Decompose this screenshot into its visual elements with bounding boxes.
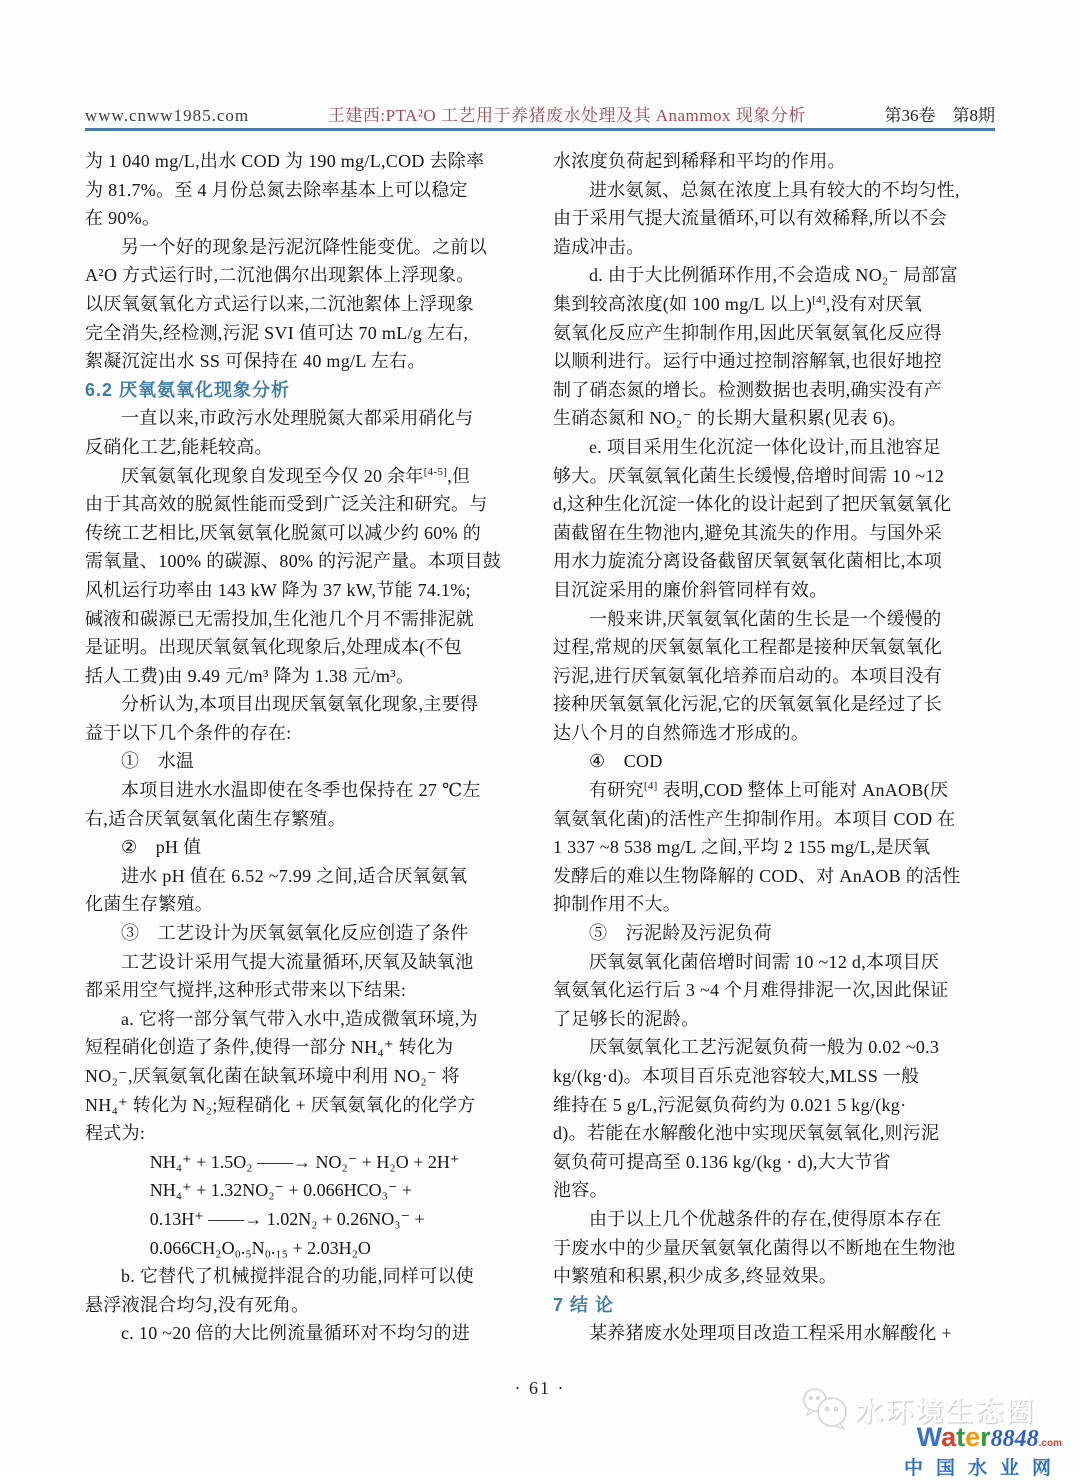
- header-site-url: www.cnww1985.com: [85, 106, 250, 125]
- brand-letter: a: [941, 1422, 957, 1452]
- text-line: c. 10 ~20 倍的大比例流量循环对不均匀的进: [121, 1323, 471, 1344]
- text-line: 是证明。出现厌氧氨氧化现象后,处理成本(不包: [85, 637, 463, 658]
- text-line: e. 项目采用生化沉淀一体化设计,而且池容足: [589, 436, 942, 457]
- text-line: 分析认为,本项目出现厌氧氨氧化现象,主要得: [121, 694, 479, 715]
- text-line: 进水氨氮、总氮在浓度上具有较大的不均匀性,: [589, 179, 960, 200]
- watermark-subtitle: 中国水业网: [903, 1458, 1064, 1479]
- text-line: 碱液和碳源已无需投加,生化池几个月不需排泥就: [85, 608, 475, 629]
- text-line: 集到较高浓度(如 100 mg/L 以上)[4],没有对厌氧: [553, 293, 923, 314]
- brand-domain: .com: [1038, 1438, 1062, 1449]
- text-line: 过程,常规的厌氧氨氧化工程都是接种厌氧氨氧化: [553, 637, 943, 658]
- text-line: 为 1 040 mg/L,出水 COD 为 190 mg/L,COD 去除率: [85, 151, 485, 171]
- text-line: 生硝态氮和 NO₂⁻ 的长期大量积累(见表 6)。: [553, 408, 907, 429]
- text-line: 有研究[4] 表明,COD 整体上可能对 AnAOB(厌: [589, 780, 949, 801]
- text-line: 工艺设计采用气提大流量循环,厌氧及缺氧池: [121, 951, 474, 972]
- text-line: d)。若能在水解酸化池中实现厌氧氨氧化,则污泥: [553, 1123, 940, 1144]
- text-line: NH₄⁺ 转化为 N₂;短程硝化 + 厌氧氨氧化的化学方: [85, 1094, 476, 1115]
- text-line: A²O 方式运行时,二沉池偶尔出现絮体上浮现象。: [85, 265, 475, 286]
- text-line: 池容。: [553, 1180, 608, 1201]
- text-line: 菌截留在生物池内,避免其流失的作用。与国外采: [553, 522, 943, 543]
- text-line: b. 它替代了机械搅拌混合的功能,同样可以使: [121, 1266, 475, 1287]
- watermark-circle-name: 水环境生态圈: [856, 1396, 1036, 1427]
- text-line: 达八个月的自然筛选才形成的。: [553, 722, 810, 743]
- text-line: 用水力旋流分离设备截留厌氧氨氧化菌相比,本项: [553, 551, 943, 572]
- right-column: [553, 147, 1005, 1348]
- header-divider-rule: [85, 128, 995, 131]
- text-line: 0.13H⁺ ——→ 1.02N₂ + 0.26NO₃⁻ +: [149, 1208, 425, 1229]
- text-line: 氨负荷可提高至 0.136 kg/(kg · d),大大节省: [553, 1151, 891, 1172]
- header-article-title: 王建西:PTA²O 工艺用于养猪废水处理及其 Anammox 现象分析: [327, 106, 806, 125]
- text-line: 氧氨氧化运行后 3 ~4 个月难得排泥一次,因此保证: [553, 980, 949, 1001]
- text-line: 在 90%。: [85, 208, 161, 229]
- page-number: · 61 ·: [514, 1378, 566, 1398]
- text-line: 1 337 ~8 538 mg/L 之间,平均 2 155 mg/L,是厌氧: [553, 837, 931, 858]
- text-line: 另一个好的现象是污泥沉降性能变优。之前以: [121, 236, 487, 257]
- text-line: 由于采用气提大流量循环,可以有效稀释,所以不会: [553, 208, 947, 229]
- text-line: 短程硝化创造了条件,使得一部分 NH₄⁺ 转化为: [85, 1037, 454, 1058]
- text-line: 以厌氧氨氧化方式运行以来,二沉池絮体上浮现象: [85, 293, 475, 314]
- page-header: [85, 101, 995, 126]
- text-line: ② pH 值: [121, 837, 202, 858]
- article-body: [85, 147, 1005, 1348]
- text-line: 维持在 5 g/L,污泥氨负荷约为 0.021 5 kg/(kg·: [553, 1094, 907, 1115]
- text-line: 水浓度负荷起到稀释和平均的作用。: [553, 151, 846, 171]
- text-line: 本项目进水水温即使在冬季也保持在 27 ℃左: [121, 780, 481, 801]
- chat-bubbles-icon: [800, 1386, 852, 1432]
- left-column: [85, 147, 537, 1348]
- text-line: d,这种生化沉淀一体化的设计起到了把厌氧氨氧化: [553, 494, 952, 515]
- brand-letter: W: [916, 1422, 942, 1452]
- text-line: 括人工费)由 9.49 元/m³ 降为 1.38 元/m³。: [85, 665, 415, 686]
- text-line: ⑤ 污泥龄及污泥负荷: [589, 923, 772, 944]
- text-line: 一般来讲,厌氧氨氧化菌的生长是一个缓慢的: [589, 608, 942, 629]
- text-line: 接种厌氧氨氧化污泥,它的厌氧氨氧化是经过了长: [553, 694, 943, 715]
- text-line: 制了硝态氮的增长。检测数据也表明,确实没有产: [553, 379, 943, 400]
- text-line: 7 结 论: [553, 1294, 615, 1315]
- text-line: 右,适合厌氧氨氧化菌生存繁殖。: [85, 808, 346, 829]
- text-line: 目沉淀采用的廉价斜管同样有效。: [553, 579, 828, 600]
- header-volume-issue: 第36卷 第8期: [884, 106, 995, 125]
- text-line: 由于以上几个优越条件的存在,使得原本存在: [589, 1208, 942, 1229]
- text-line: 益于以下几个条件的存在:: [85, 722, 292, 743]
- text-line: 都采用空气搅拌,这种形式带来以下结果:: [85, 980, 407, 1001]
- text-line: ③ 工艺设计为厌氧氨氧化反应创造了条件: [121, 923, 469, 944]
- brand-letter: e: [965, 1422, 981, 1452]
- text-line: 由于其高效的脱氮性能而受到广泛关注和研究。与: [85, 494, 488, 515]
- text-line: NH₄⁺ + 1.5O₂ ——→ NO₂⁻ + H₂O + 2H⁺: [149, 1151, 460, 1172]
- watermark: [800, 1386, 1068, 1480]
- text-line: NH₄⁺ + 1.32NO₂⁻ + 0.066HCO₃⁻ +: [149, 1180, 413, 1201]
- watermark-brand-letters: [916, 1422, 991, 1452]
- text-line: a. 它将一部分氧气带入水中,造成微氧环境,为: [121, 1008, 478, 1029]
- text-line: ④ COD: [589, 751, 663, 772]
- text-line: 厌氧氨氧化现象自发现至今仅 20 余年[4-5],但: [121, 465, 471, 486]
- text-line: 厌氧氨氧化工艺污泥氨负荷一般为 0.02 ~0.3: [589, 1037, 940, 1058]
- text-line: 悬浮液混合均匀,没有死角。: [85, 1294, 310, 1315]
- text-line: 6.2 厌氧氨氧化现象分析: [85, 379, 291, 400]
- text-line: 进水 pH 值在 6.52 ~7.99 之间,适合厌氧氨氧: [121, 865, 468, 886]
- text-line: 程式为:: [85, 1123, 146, 1144]
- text-line: 氨氧化反应产生抑制作用,因此厌氧氨氧化反应得: [553, 322, 943, 343]
- text-line: 以顺利进行。运行中通过控制溶解氧,也很好地控: [553, 351, 943, 372]
- text-line: 抑制作用不大。: [553, 894, 682, 915]
- text-line: 反硝化工艺,能耗较高。: [85, 436, 273, 457]
- text-line: 0.066CH₂O₀.₅N₀.₁₅ + 2.03H₂O: [149, 1237, 371, 1258]
- brand-number: 8848: [990, 1426, 1039, 1452]
- text-line: 中繁殖和积累,积少成多,终显效果。: [553, 1266, 838, 1287]
- text-line: 需氧量、100% 的碳源、80% 的污泥产量。本项目鼓: [85, 551, 502, 572]
- text-line: 为 81.7%。至 4 月份总氮去除率基本上可以稳定: [85, 179, 468, 200]
- text-line: 某养猪废水处理项目改造工程采用水解酸化 +: [589, 1323, 952, 1344]
- text-line: 传统工艺相比,厌氧氨氧化脱氮可以减少约 60% 的: [85, 522, 481, 543]
- text-line: 一直以来,市政污水处理脱氮大都采用硝化与: [121, 408, 474, 429]
- text-line: 化菌生存繁殖。: [85, 894, 214, 915]
- text-line: ① 水温: [121, 751, 195, 772]
- text-line: 絮凝沉淀出水 SS 可保持在 40 mg/L 左右。: [85, 351, 426, 372]
- text-line: 污泥,进行厌氧氨氧化培养而启动的。本项目没有: [553, 665, 943, 686]
- text-line: 风机运行功率由 143 kW 降为 37 kW,节能 74.1%;: [85, 579, 471, 600]
- text-line: d. 由于大比例循环作用,不会造成 NO₂⁻ 局部富: [589, 265, 959, 286]
- text-line: 够大。厌氧氨氧化菌生长缓慢,倍增时间需 10 ~12: [553, 465, 945, 486]
- text-line: 厌氧氨氧化菌倍增时间需 10 ~12 d,本项目厌: [589, 951, 940, 972]
- brand-letter: t: [956, 1422, 966, 1452]
- text-line: NO₂⁻,厌氧氨氧化菌在缺氧环境中利用 NO₂⁻ 将: [85, 1066, 460, 1086]
- text-line: 造成冲击。: [553, 236, 645, 257]
- text-line: 了足够长的泥龄。: [553, 1008, 700, 1029]
- brand-letter: r: [980, 1422, 991, 1452]
- text-line: kg/(kg·d)。本项目百乐克池容较大,MLSS 一般: [553, 1066, 920, 1086]
- text-line: 于废水中的少量厌氧氨氧化菌得以不断地在生物池: [553, 1237, 956, 1258]
- text-line: 完全消失,经检测,污泥 SVI 值可达 70 mL/g 左右,: [85, 322, 469, 343]
- text-line: 发酵后的难以生物降解的 COD、对 AnAOB 的活性: [553, 865, 961, 886]
- text-line: 氧氨氧化菌)的活性产生抑制作用。本项目 COD 在: [553, 808, 956, 829]
